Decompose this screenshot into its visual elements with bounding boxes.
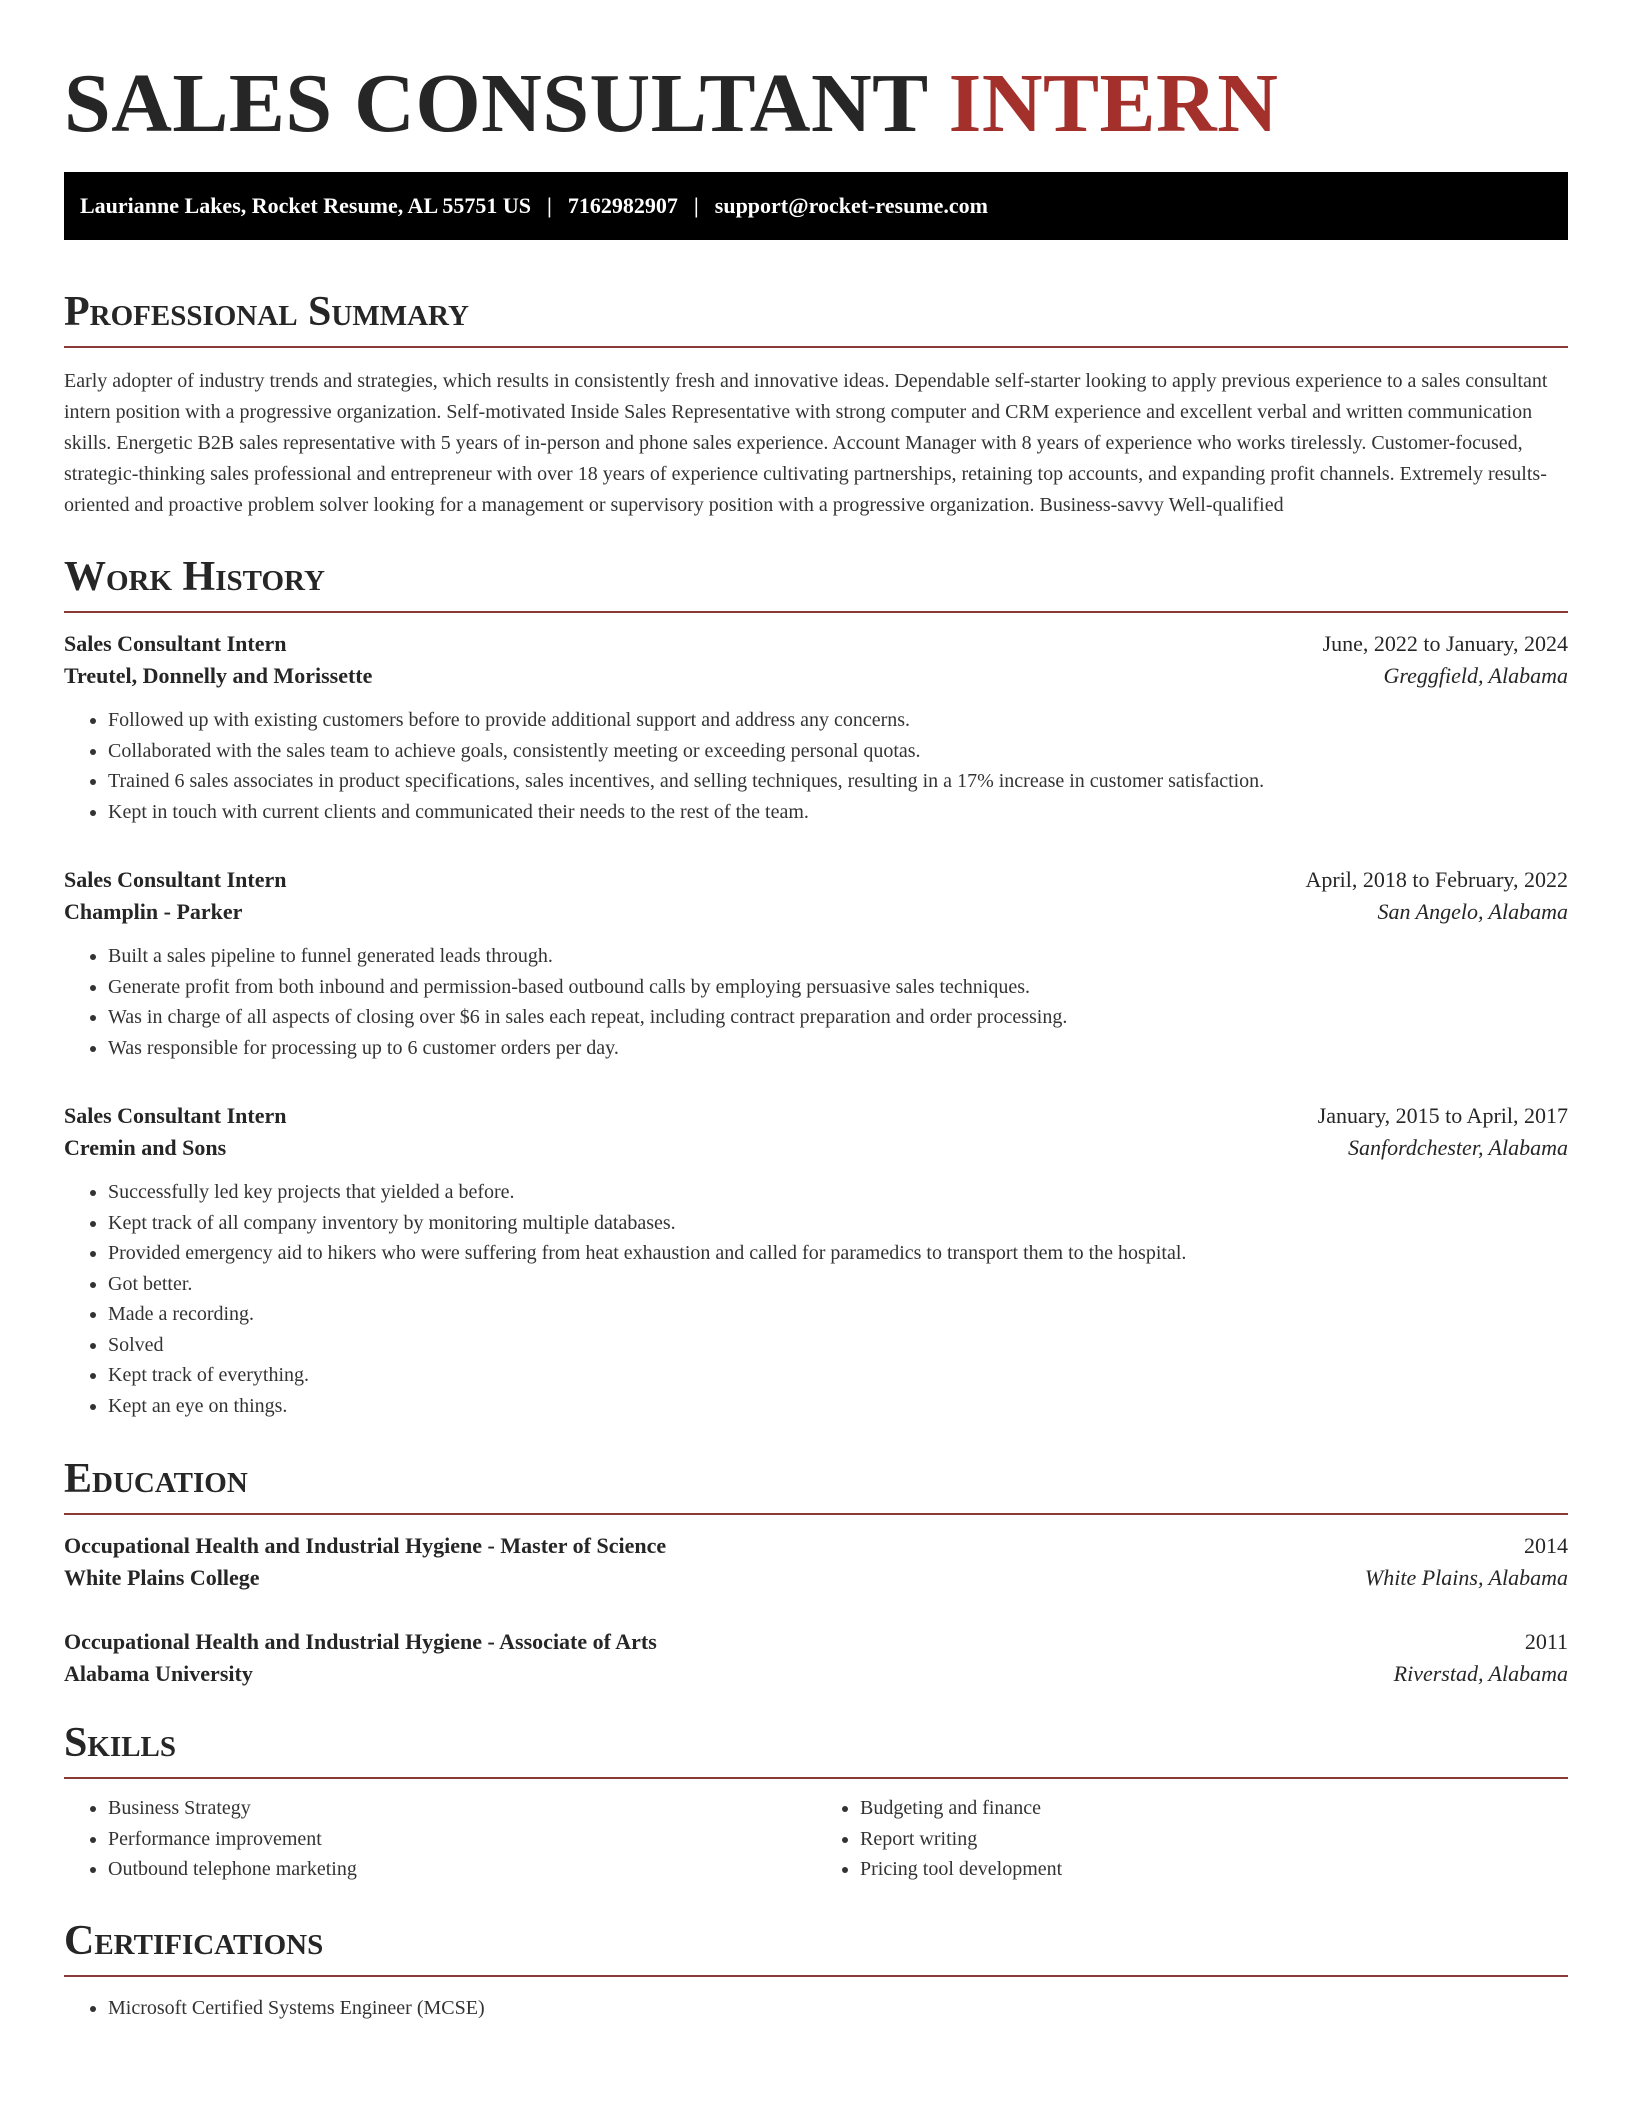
contact-address: Laurianne Lakes, Rocket Resume, AL 55751 US [80,193,532,218]
job-dates: June, 2022 to January, 2024 [1322,631,1568,656]
job-bullets [64,1177,1568,1421]
resume-title [64,0,1568,150]
job-dates: January, 2015 to April, 2017 [1317,1103,1568,1128]
list-item: • Built a sales pipeline to funnel generated leads through. [108,941,1568,972]
list-item: • Collaborated with the sales team to achieve goals, consistently meeting or exceeding personal quotas. [108,736,1568,767]
list-item: • Generate profit from both inbound and permission-based outbound calls by employing persuasive sales techniques. [108,972,1568,1003]
contact-email[interactable]: support@rocket-resume.com [714,193,988,218]
section-heading-education: Education [64,1451,1568,1515]
education-location: Riverstad, Alabama [1393,1661,1568,1686]
section-heading-summary: Professional Summary [64,284,1568,348]
contact-bar [64,172,1568,240]
skill-item: • Pricing tool development [860,1854,1568,1885]
list-item: • Kept track of all company inventory by monitoring multiple databases. [108,1208,1568,1239]
education-year: 2014 [1524,1533,1568,1558]
contact-phone[interactable]: 7162982907 [567,193,678,218]
skill-item: • Outbound telephone marketing [108,1854,816,1885]
list-item: • Kept an eye on things. [108,1391,1568,1422]
list-item: • Was in charge of all aspects of closing over $6 in sales each repeat, including contract preparation and order processing. [108,1002,1568,1033]
education-entry [64,1533,1568,1591]
section-heading-skills: Skills [64,1715,1568,1779]
skill-item: • Performance improvement [108,1824,816,1855]
job-company: Cremin and Sons [64,1135,227,1160]
resume-page [64,0,1568,2023]
job-company: Champlin - Parker [64,899,243,924]
job-company: Treutel, Donnelly and Morissette [64,663,373,688]
job-entry [64,1103,1568,1421]
contact-separator: | [547,193,552,218]
list-item: • Kept in touch with current clients and communicated their needs to the rest of the team. [108,797,1568,828]
title-accent: INTERN [948,57,1279,150]
education-degree: Occupational Health and Industrial Hygiene - Master of Science [64,1533,667,1558]
contact-separator: | [693,193,699,218]
list-item: • Followed up with existing customers before to provide additional support and address any concerns. [108,705,1568,736]
list-item: • Got better. [108,1269,1568,1300]
job-title: Sales Consultant Intern [64,631,287,656]
job-bullets [64,705,1568,827]
job-entry [64,631,1568,827]
job-bullets [64,941,1568,1063]
list-item: • Was responsible for processing up to 6 customer orders per day. [108,1033,1568,1064]
job-title: Sales Consultant Intern [64,1103,287,1128]
list-item: • Provided emergency aid to hikers who were suffering from heat exhaustion and called for paramedics to transport them to the hospital. [108,1238,1568,1269]
list-item: • Kept track of everything. [108,1360,1568,1391]
title-main: SALES CONSULTANT [64,57,928,150]
education-school: White Plains College [64,1565,260,1590]
skill-item: • Report writing [860,1824,1568,1855]
list-item: • Successfully led key projects that yielded a before. [108,1177,1568,1208]
job-location: Sanfordchester, Alabama [1348,1135,1568,1160]
education-degree: Occupational Health and Industrial Hygiene - Associate of Arts [64,1629,657,1654]
job-location: San Angelo, Alabama [1377,899,1568,924]
skills-column-right [816,1793,1568,1885]
education-school: Alabama University [64,1661,253,1686]
education-entry [64,1629,1568,1687]
skills-list [64,1793,1568,1885]
education-location: White Plains, Alabama [1364,1565,1568,1590]
job-dates: April, 2018 to February, 2022 [1305,867,1568,892]
job-entry [64,867,1568,1063]
skill-item: • Business Strategy [108,1793,816,1824]
list-item: • Made a recording. [108,1299,1568,1330]
job-location: Greggfield, Alabama [1383,663,1568,688]
certifications-list [64,1993,1568,2024]
skill-item: • Budgeting and finance [860,1793,1568,1824]
list-item: • Solved [108,1330,1568,1361]
list-item: • Trained 6 sales associates in product specifications, sales incentives, and selling techniques, resulting in a 17% increase in customer satisfaction. [108,766,1568,797]
section-heading-certifications: Certifications [64,1913,1568,1977]
certification-item: • Microsoft Certified Systems Engineer (MCSE) [108,1993,1568,2024]
job-title: Sales Consultant Intern [64,867,287,892]
skills-column-left [64,1793,816,1885]
summary-text: Early adopter of industry trends and strategies, which results in consistently fresh and innovative ideas. Dependable self-starter looking to apply previous experience to a sales consultant intern position with a progressive organization. Self-motivated Inside Sales Representative with strong computer and CRM experience and excellent verbal and written communication skills. Energetic B2B sales representative with 5 years of in-person and phone sales experience. Account Manager with 8 years of experience who works tirelessly. Customer-focused, strategic-thinking sales professional and entrepreneur with over 18 years of experience cultivating partnerships, retaining top accounts, and expanding profit channels. Extremely results-oriented and proactive problem solver looking for a management or supervisory position with a progressive organization. Business-savvy Well-qualified [64,370,1548,516]
section-heading-work: Work History [64,549,1568,613]
education-year: 2011 [1524,1629,1568,1654]
